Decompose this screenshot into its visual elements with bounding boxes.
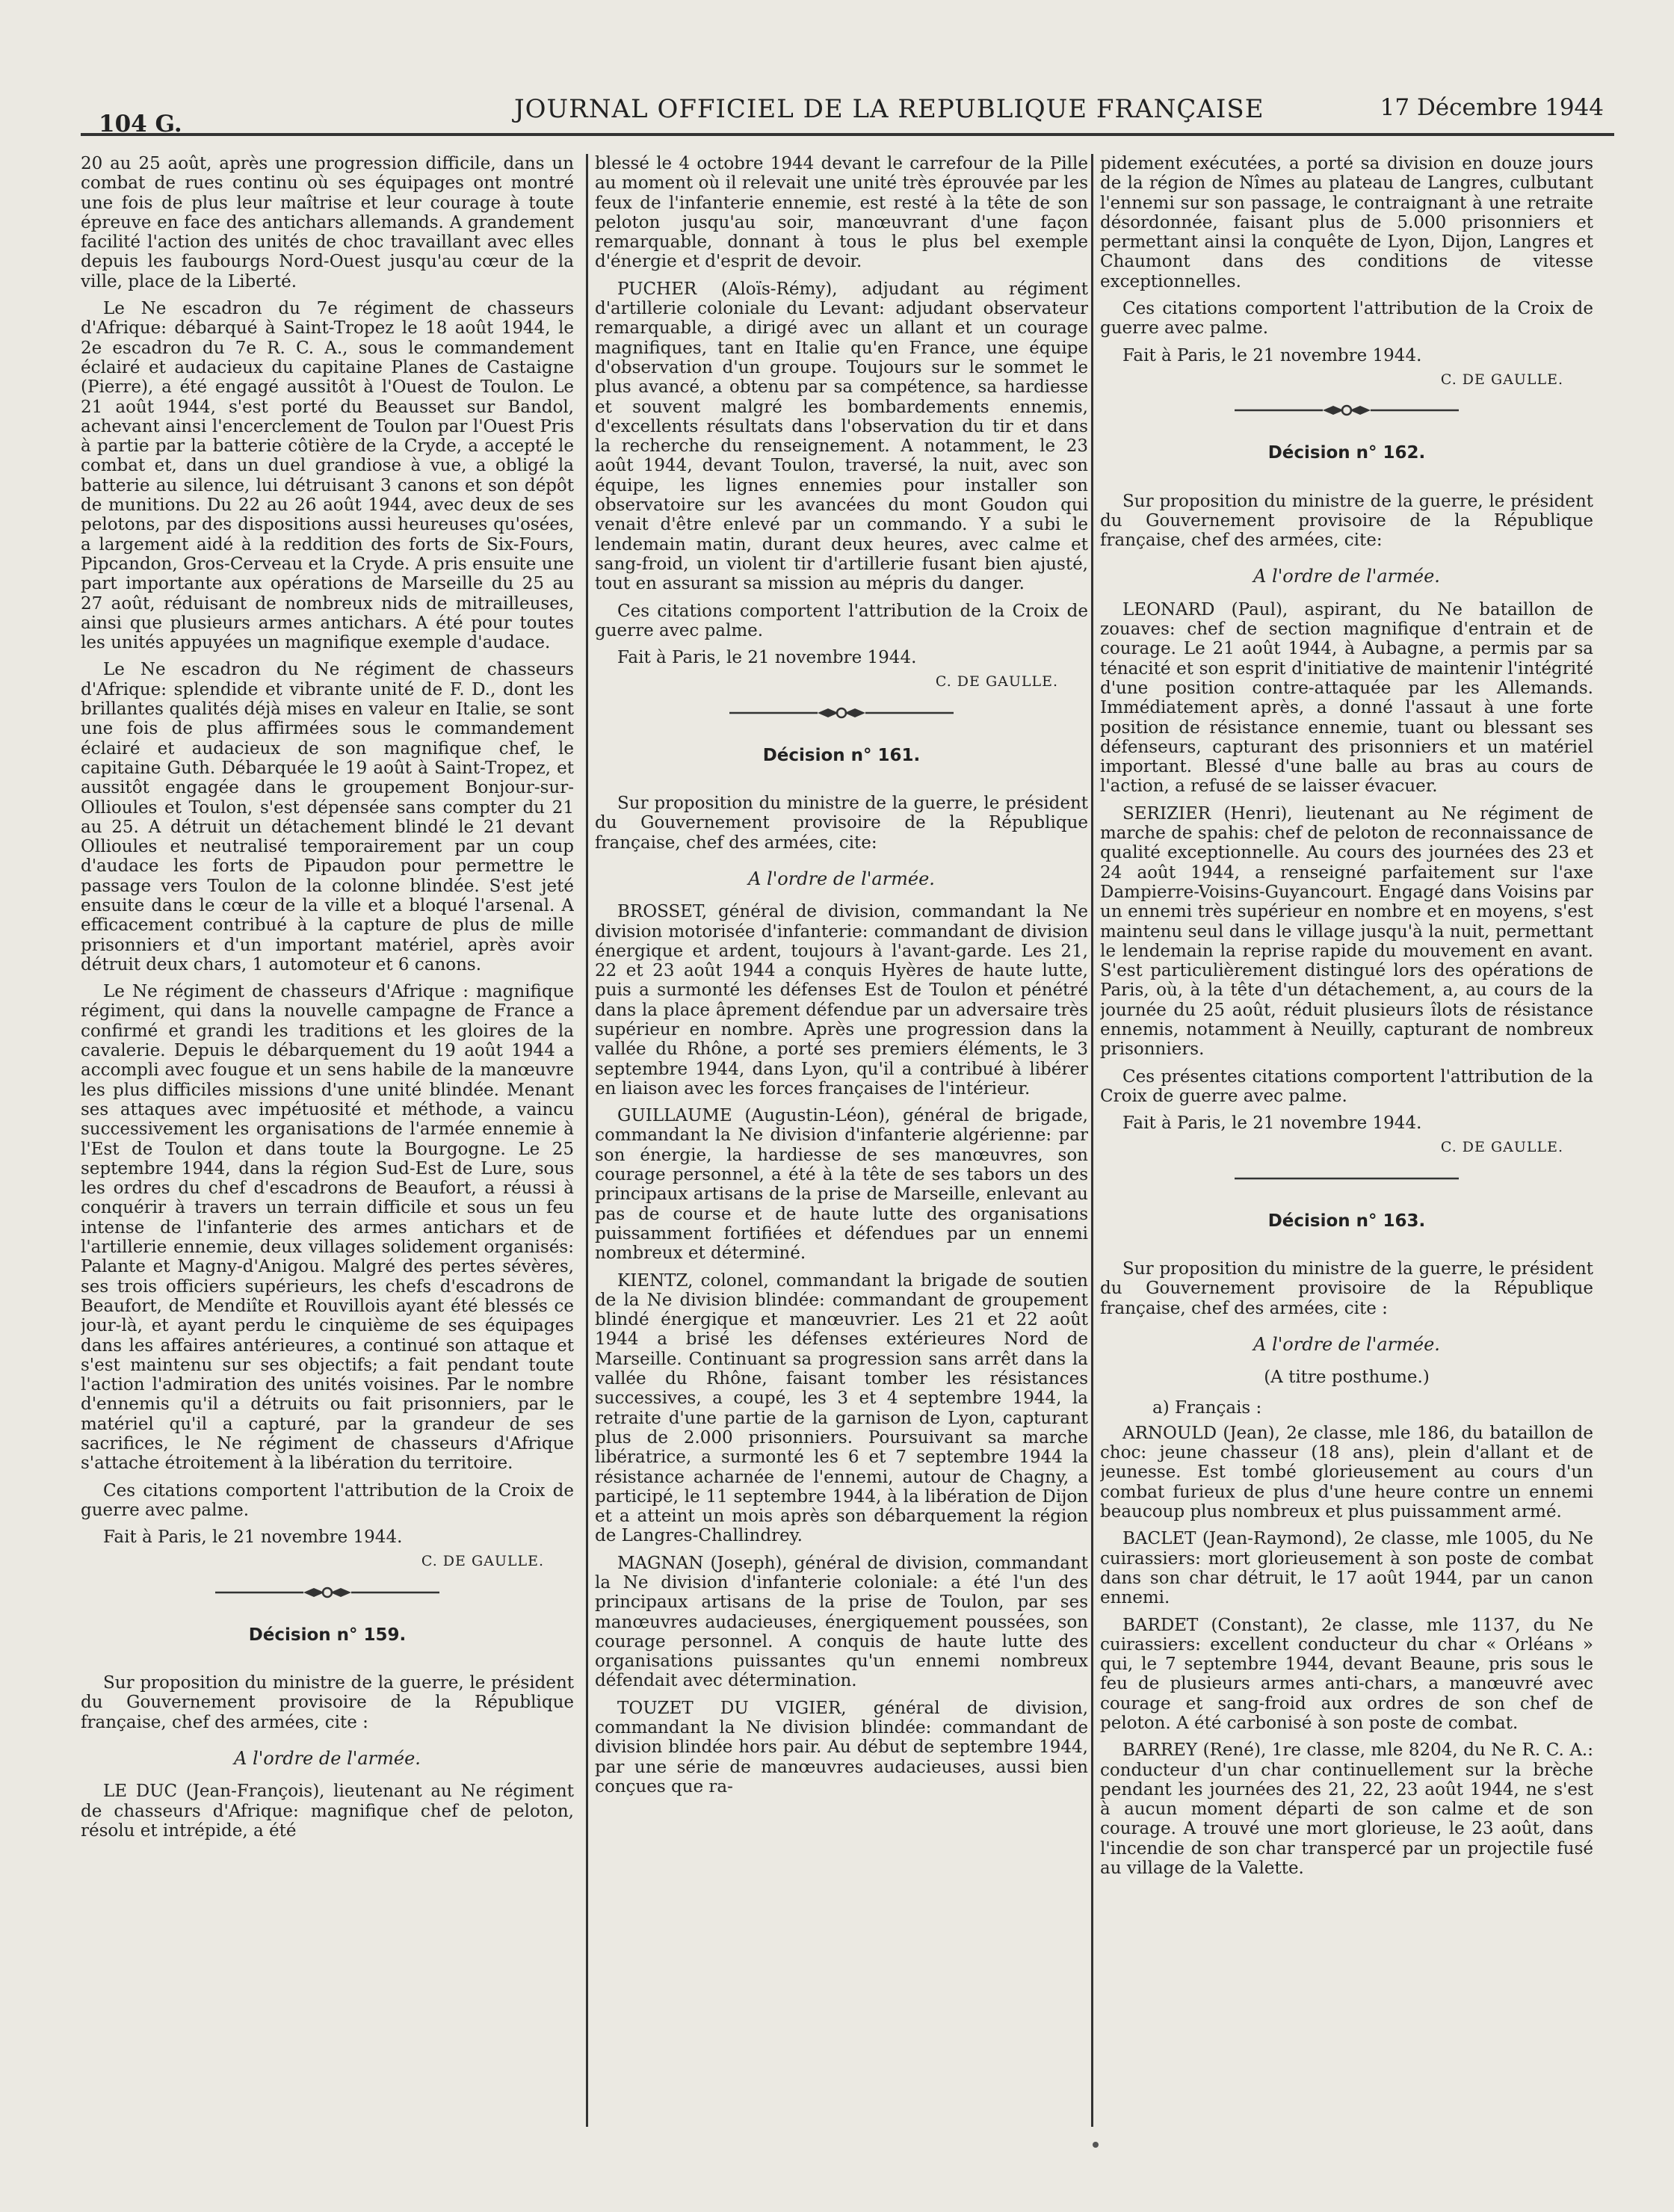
place-date: Fait à Paris, le 21 novembre 1944.: [1122, 1113, 1422, 1134]
paragraph: BARDET (Constant), 2e classe, mle 1137, du Ne cuirassiers: excellent conducteur du char « Orléans » qui, le 7 septembre 1944, devant Beaune, pris sous le feu de plusieurs armes anti-chars, a manœuvré avec courage et sang-froid aux ordres de son chef de peloton. A été carbonisé à son poste de combat.: [1100, 1615, 1593, 1733]
paragraph: Le Ne escadron du Ne régiment de chasseurs d'Afrique: splendide et vibrante unité de F. D., dont les brillantes qualités déjà mises en valeur en Italie, se sont une fois de plus affirmées sous le commandement éclairé et audacieux de son magnifique chef, le capitaine Guth. Débarquée le 19 août à Saint-Tropez, et aussitôt engagée dans le groupement Bonjour-sur-Ollioules et Toulon, s'est dépensée sans compter du 21 au 25. A détruit un détachement blindé le 21 devant Ollioules et neutralisé temporairement par un coup d'audace les forts de Pipaudon pour permettre le passage vers Toulon de la colonne blindée. S'est jeté ensuite dans le cœur de la ville et a bloqué l'arsenal. A efficacement contribué à la capture de plus de mille prisonniers et d'un important matériel, après avoir détruit deux chars, 1 automoteur et 6 canons.: [81, 660, 574, 974]
place-date: Fait à Paris, le 21 novembre 1944.: [617, 648, 917, 668]
column-1: [81, 154, 574, 2127]
paragraph: LE DUC (Jean-François), lieutenant au Ne régiment de chasseurs d'Afrique: magnifique chef de peloton, résolu et intrépide, a été: [81, 1782, 574, 1841]
paragraph: KIENTZ, colonel, commandant la brigade de soutien de la Ne division blindée: commandant de groupement blindé énergique et manœuvrier. Les 21 et 22 août 1944 a brisé les défenses extérieures Nord de Marseille. Continuant sa progression sans arrêt dans la vallée du Rhône, faisant tomber les résistances successives, a coupé, les 3 et 4 septembre 1944, la retraite d'une partie de la garnison de Lyon, capturant plus de 2.000 prisonniers. Poursuivant sa marche libératrice, a surmonté les 6 et 7 septembre 1944 la résistance acharnée de l'ennemi, autour de Chagny, a participé, le 11 septembre 1944, à la libération de Dijon et a atteint un mois après son débarquement la région de Langres-Challindrey.: [595, 1270, 1088, 1546]
ornament-divider: [215, 1585, 439, 1600]
paragraph: Sur proposition du ministre de la guerre, le président du Gouvernement provisoire de la République française, chef des armées, cite :: [81, 1673, 574, 1732]
paragraph: Ces présentes citations comportent l'attribution de la Croix de guerre avec palme.: [1100, 1066, 1593, 1106]
paragraph: MAGNAN (Joseph), général de division, commandant la Ne division d'infanterie coloniale: a été l'un des principaux artisans de la prise de Toulon, par ses manœuvres audacieuses, énergiquement poussées, son courage personnel. A conquis de haute lutte des organisations puissantes qu'un ennemi nombreux défendait avec détermination.: [595, 1553, 1088, 1691]
subsection-label: a) Français :: [1152, 1397, 1262, 1418]
place-date: Fait à Paris, le 21 novembre 1944.: [103, 1527, 403, 1548]
ornament-divider: [1235, 1171, 1459, 1186]
ornament-divider: [729, 705, 954, 720]
order-title: A l'ordre de l'armée.: [234, 1747, 421, 1769]
paragraph: PUCHER (Aloïs-Rémy), adjudant au régiment d'artillerie coloniale du Levant: adjudant observateur remarquable, a dirigé avec un allant et un courage magnifiques, tant en Italie qu'en France, une équipe d'observation d'un groupe. Toujours sur le sommet le plus avancé, a obtenu par sa compétence, sa hardiesse et souvent malgré les bombardements ennemis, d'excellents résultats dans l'observation du tir et dans la recherche du renseignement. A notamment, le 23 août 1944, devant Toulon, traversé, la nuit, avec son équipe, les lignes ennemies pour installer son observatoire sur les avancées du mont Goudon qui venait d'être enlevé par un commando. Y a subi le lendemain matin, durant deux heures, avec calme et sang-froid, un violent tir d'artillerie fusant bien ajusté, tout en assurant sa mission au mépris du danger.: [595, 279, 1088, 594]
posthumous-note: (A titre posthume.): [1264, 1368, 1430, 1388]
paragraph: Ces citations comportent l'attribution de la Croix de guerre avec palme.: [1100, 299, 1593, 339]
paragraph: BARREY (René), 1re classe, mle 8204, du Ne R. C. A.: conducteur d'un char continuellement sur la brèche pendant les journées des 21, 22, 23 août 1944, ne s'est à aucun moment départi de son calme et de son courage. A trouvé une mort glorieuse, le 23 août, dans l'incendie de son char transpercé par un projectile fusé au village de la Valette.: [1100, 1740, 1593, 1879]
column-3: [1100, 154, 1593, 2127]
paragraph: Le Ne régiment de chasseurs d'Afrique : magnifique régiment, qui dans la nouvelle campagne de France a confirmé et grandi les traditions et les gloires de la cavalerie. Depuis le débarquement du 19 août 1944 a accompli avec fougue et un sens habile de la manœuvre les plus difficiles missions d'une unité blindée. Menant ses attaques avec impétuosité et méthode, a vaincu successivement les organisations de l'armée ennemie à l'Est de Toulon et dans toute la Bourgogne. Le 25 septembre 1944, dans la région Sud-Est de Lure, sous les ordres du chef d'escadrons de Beaufort, a réussi à conquérir à travers un terrain difficile et sous un feu intense de l'infanterie des armes antichars et de l'artillerie ennemie, deux villages solidement organisés: Palante et Magny-d'Anigou. Malgré des pertes sévères, ses trois officiers supérieurs, les chefs d'escadrons de Beaufort, de Mendiîte et Rouvillois ayant été blessés ce jour-là, et ayant perdu le cinquième de ses équipages dans les affaires antérieures, a continué son attaque et s'est maintenu sur ses objectifs; a fait pendant toute l'action l'admiration des unités voisines. Par le nombre d'ennemis qu'il a détruits ou fait prisonniers, par le matériel qu'il a capturé, par la grandeur de ses sacrifices, le Ne régiment de chasseurs d'Afrique s'attache étroitement à la libération du territoire.: [81, 982, 574, 1474]
signature: C. DE GAULLE.: [1440, 1139, 1563, 1156]
paragraph: blessé le 4 octobre 1944 devant le carrefour de la Pille au moment où il relevait une unité très éprouvée par les feux de l'infanterie ennemie, est resté à la tête de son peloton jusqu'au soir, manœuvrant d'une façon remarquable, donnant à tous le plus bel exemple d'énergie et d'esprit de devoir.: [595, 154, 1088, 272]
paragraph: SERIZIER (Henri), lieutenant au Ne régiment de marche de spahis: chef de peloton de reconnaissance de qualité exceptionnelle. Au cours des journées des 23 et 24 août 1944, a renseigné parfaitement sur l'axe Dampierre-Voisins-Guyancourt. Engagé dans Voisins par un ennemi très supérieur en nombre et en moyens, s'est maintenu seul dans le village jusqu'à la nuit, permettant le lendemain la reprise rapide du mouvement en avant. S'est particulièrement distingué lors des opérations de Paris, où, à la tête d'un détachement, a, au cours de la journée du 25 août, réduit plusieurs îlots de résistance ennemis, notamment à Neuilly, capturant de nombreux prisonniers.: [1100, 803, 1593, 1060]
order-title: A l'ordre de l'armée.: [748, 868, 935, 889]
ornament-divider: [1235, 403, 1459, 418]
decision-heading: Décision n° 163.: [1267, 1211, 1426, 1231]
paragraph: Ces citations comportent l'attribution de la Croix de guerre avec palme.: [81, 1480, 574, 1520]
stray-mark: [1093, 2142, 1099, 2148]
place-date: Fait à Paris, le 21 novembre 1944.: [1122, 345, 1422, 365]
paragraph: GUILLAUME (Augustin-Léon), général de brigade, commandant la Ne division d'infanterie algérienne: par son énergie, la hardiesse de ses manœuvres, son courage personnel, a été à la tête de ses tabors un des principaux artisans de la prise de Marseille, enlevant au pas de course et de haute lutte des organisations puissamment fortifiées et défendues par un ennemi nombreux et déterminé.: [595, 1106, 1088, 1264]
paragraph: Le Ne escadron du 7e régiment de chasseurs d'Afrique: débarqué à Saint-Tropez le 18 août 1944, le 2e escadron du 7e R. C. A., sous le commandement éclairé et audacieux du capitaine Planes de Castaigne (Pierre), a été engagé aussitôt à l'Ouest de Toulon. Le 21 août 1944, s'est porté du Beausset sur Bandol, achevant ainsi l'encerclement de Toulon par l'Ouest Pris à partie par la batterie côtière de la Cryde, a accepté le combat et, dans un duel grandiose à vue, a obligé la batterie au silence, lui détruisant 3 canons et son dépôt de munitions. Du 22 au 26 août 1944, avec deux de ses pelotons, par des dispositions aussi heureuses qu'osées, a largement aidé à la reddition des forts de Six-Fours, Pipcandon, Gros-Cerveau et la Cryde. A pris ensuite une part importante aux opérations de Marseille du 25 au 27 août, réduisant de nombreux nids de mitrailleuses, ainsi que plusieurs armes antichars. A été pour toutes les unités appuyées un magnifique exemple d'audace.: [81, 299, 574, 653]
column-rule: [1091, 154, 1093, 2127]
order-title: A l'ordre de l'armée.: [1253, 1333, 1440, 1355]
decision-heading: Décision n° 159.: [248, 1625, 407, 1645]
paragraph: BACLET (Jean-Raymond), 2e classe, mle 1005, du Ne cuirassiers: mort glorieusement à son poste de combat dans son char détruit, le 17 août 1944, par un canon ennemi.: [1100, 1529, 1593, 1608]
paragraph: 20 au 25 août, après une progression difficile, dans un combat de rues continu où ses équipages ont montré une fois de plus leur maîtrise et leur courage à toute épreuve en face des antichars allemands. A grandement facilité l'action des unités de choc travaillant avec elles depuis les faubourgs Nord-Ouest jusqu'au cœur de la ville, place de la Liberté.: [81, 154, 574, 291]
column-2: [595, 154, 1088, 2127]
page-header: [81, 84, 1614, 136]
signature: C. DE GAULLE.: [1440, 371, 1563, 388]
paragraph: ARNOULD (Jean), 2e classe, mle 186, du bataillon de choc: jeune chasseur (18 ans), plein d'allant et de jeunesse. Est tombé glorieusement au cours d'un combat furieux de plus d'une heure contre un ennemi beaucoup plus nombreux et plus puissamment armé.: [1100, 1423, 1593, 1522]
signature: C. DE GAULLE.: [935, 673, 1058, 691]
paragraph: pidement exécutées, a porté sa division en douze jours de la région de Nîmes au plateau de Langres, culbutant l'ennemi sur son passage, le contraignant à une retraite désordonnée, faisant plus de 5.000 prisonniers et permettant ainsi la conquête de Lyon, Dijon, Langres et Chaumont dans des conditions de vitesse exceptionnelles.: [1100, 154, 1593, 291]
decision-heading: Décision n° 162.: [1267, 443, 1426, 463]
paragraph: BROSSET, général de division, commandant la Ne division motorisée d'infanterie: commandant de division énergique et ardent, toujours à l'avant-garde. Les 21, 22 et 23 août 1944 a conquis Hyères de haute lutte, puis a surmonté les défenses Est de Toulon et pénétré dans la place âprement défendue par un adversaire très supérieur en nombre. Après une progression dans la vallée du Rhône, a porté ses premiers éléments, le 3 septembre 1944, dans Lyon, qu'il a contribué à libérer en liaison avec les forces françaises de l'intérieur.: [595, 902, 1088, 1099]
column-rule: [586, 154, 588, 2127]
paragraph: Sur proposition du ministre de la guerre, le président du Gouvernement provisoire de la République française, chef des armées, cite:: [1100, 491, 1593, 551]
paragraph: Ces citations comportent l'attribution de la Croix de guerre avec palme.: [595, 601, 1088, 640]
page-number: 104 G.: [99, 111, 182, 138]
issue-date: 17 Décembre 1944: [1380, 94, 1604, 121]
paragraph: TOUZET DU VIGIER, général de division, commandant la Ne division blindée: commandant de division blindée hors pair. Au début de septembre 1944, par une série de manœuvres audacieuses, aussi bien conçues que ra-: [595, 1698, 1088, 1797]
decision-heading: Décision n° 161.: [762, 745, 921, 765]
order-title: A l'ordre de l'armée.: [1253, 566, 1440, 587]
signature: C. DE GAULLE.: [421, 1553, 544, 1570]
journal-title: JOURNAL OFFICIEL DE LA REPUBLIQUE FRANÇAISE: [514, 94, 1264, 124]
paragraph: LEONARD (Paul), aspirant, du Ne bataillon de zouaves: chef de section magnifique d'entrain et de courage. Le 21 août 1944, à Aubagne, a permis par sa ténacité et son esprit d'initiative de maintenir l'intégrité d'une position contre-attaquée par les Allemands. Immédiatement après, a donné l'assaut à une forte position de résistance ennemie, tuant ou blessant ses défenseurs, capturant des prisonniers et un matériel important. Blessé d'une balle au bras au cours de l'action, a refusé de se laisser évacuer.: [1100, 599, 1593, 797]
paragraph: Sur proposition du ministre de la guerre, le président du Gouvernement provisoire de la République française, chef des armées, cite:: [595, 794, 1088, 853]
paragraph: Sur proposition du ministre de la guerre, le président du Gouvernement provisoire de la République française, chef des armées, cite :: [1100, 1259, 1593, 1318]
